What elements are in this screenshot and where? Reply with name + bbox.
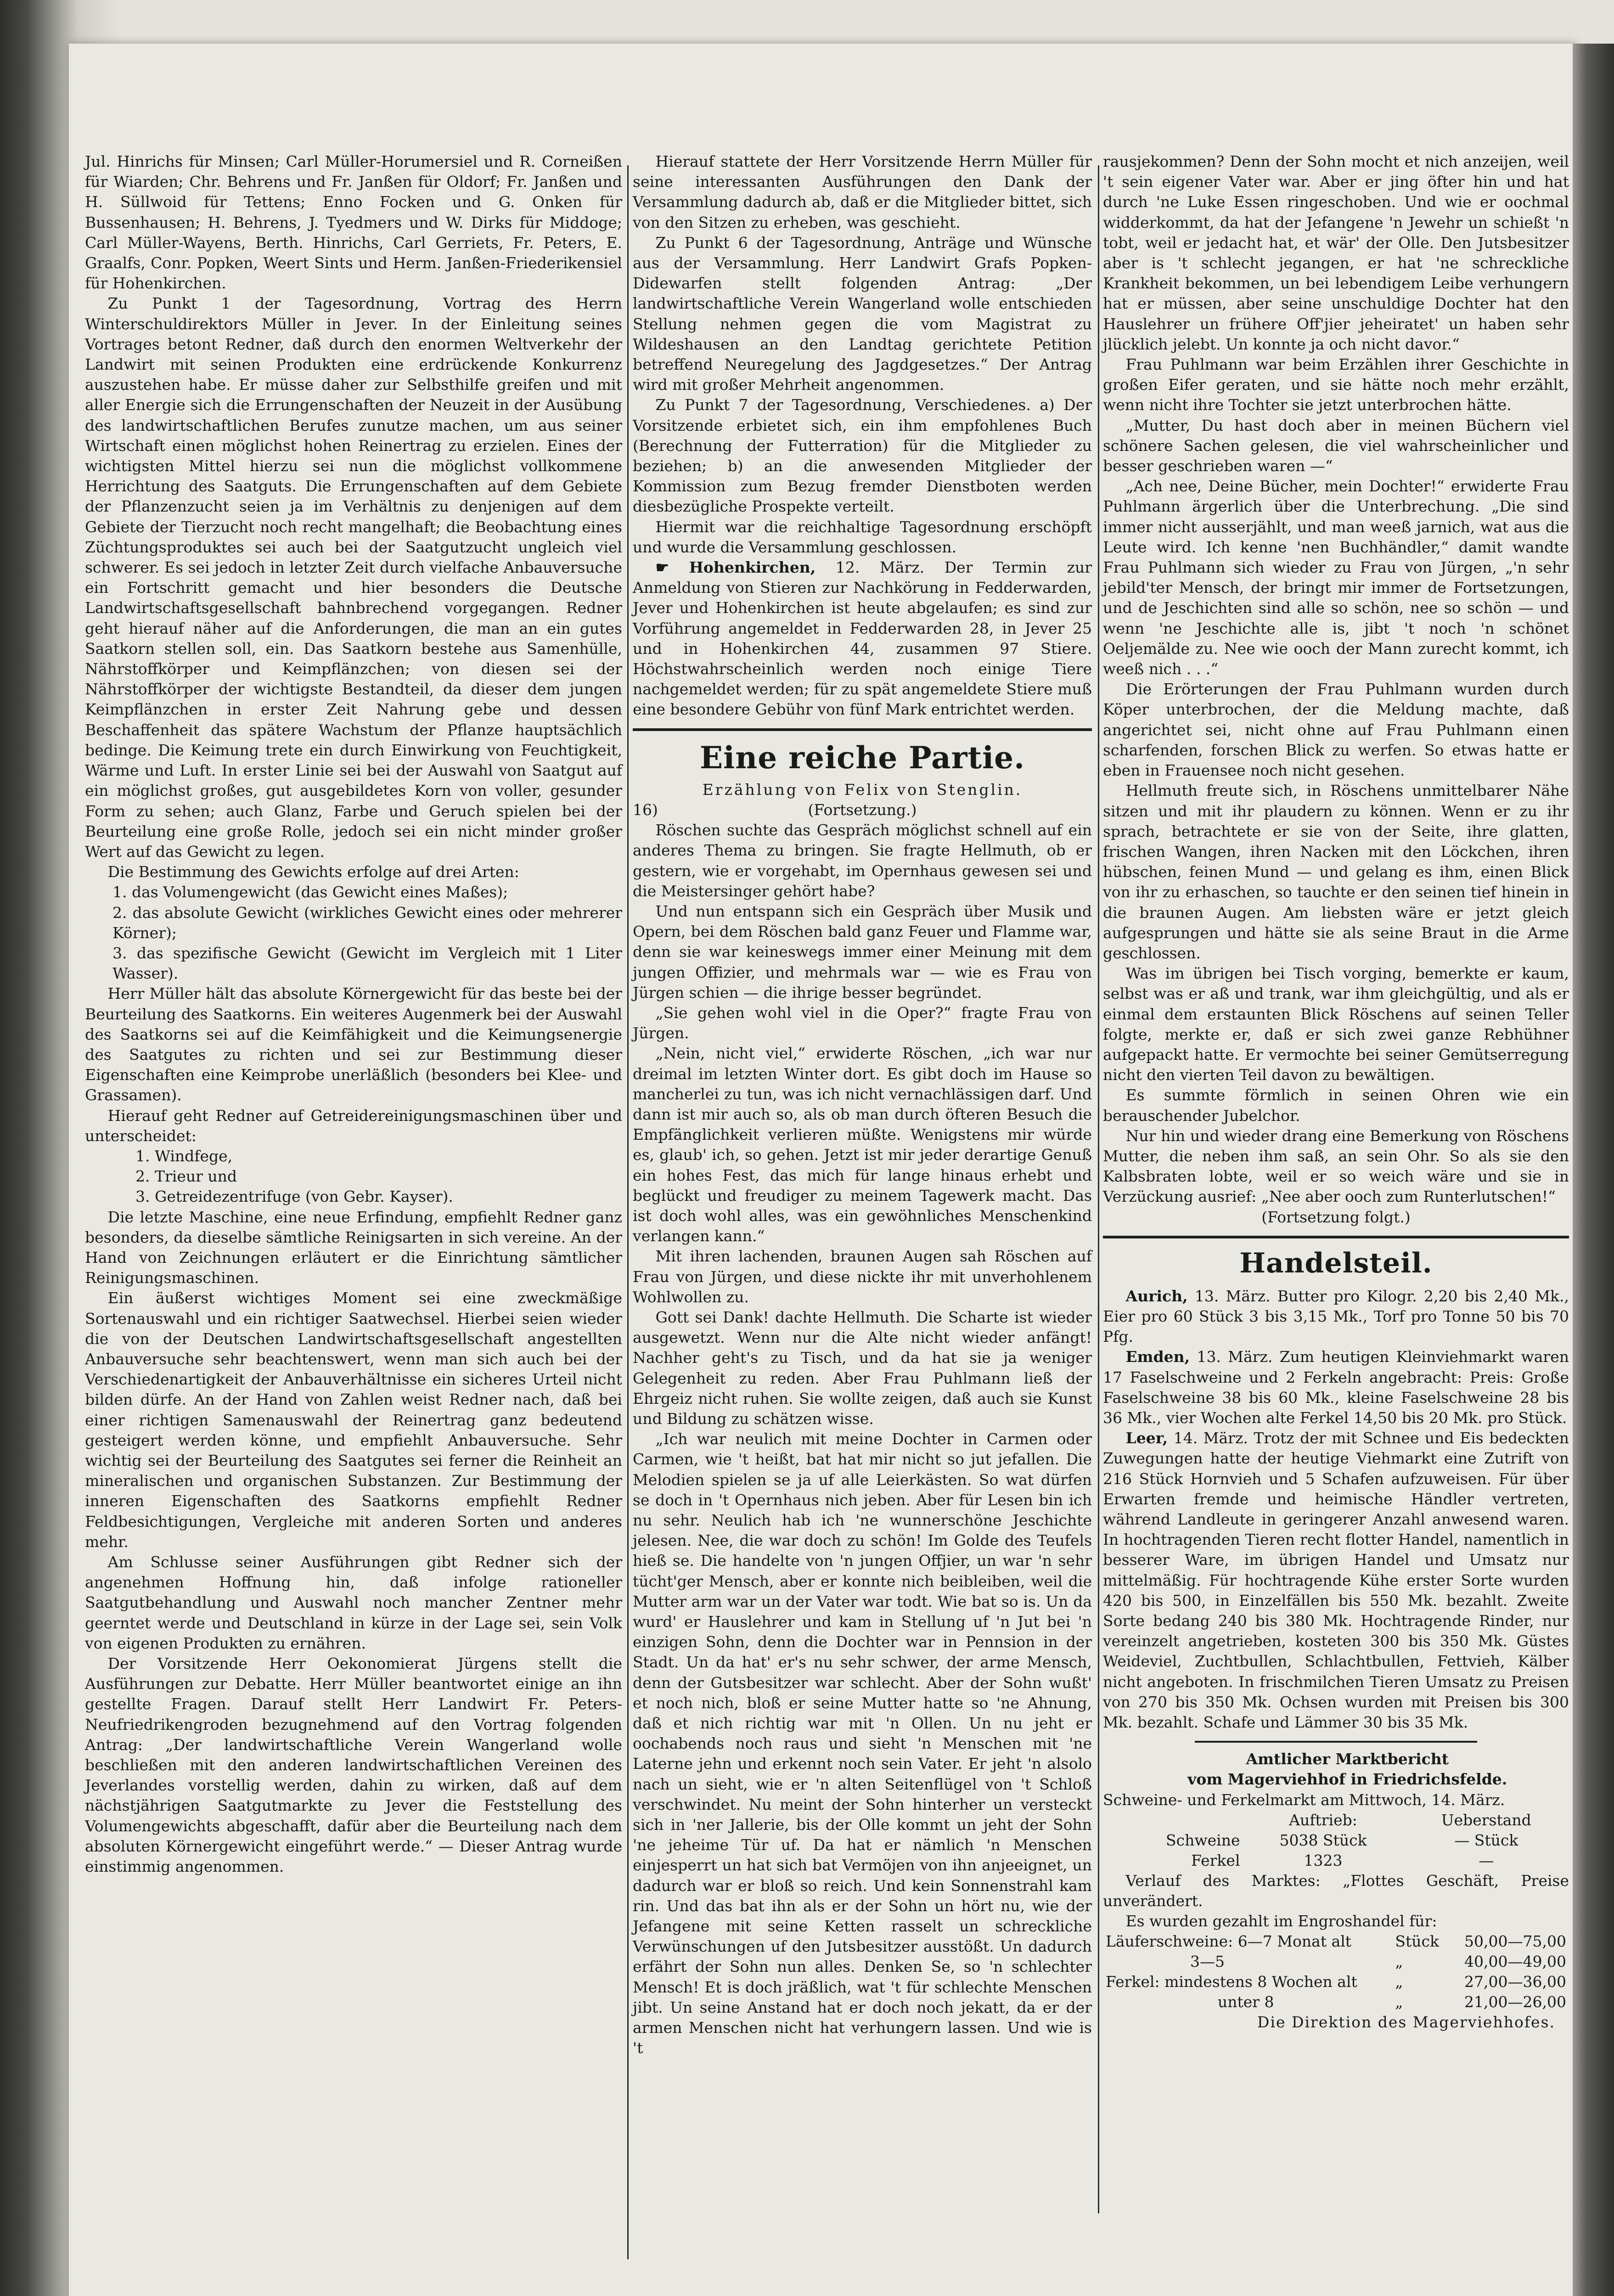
story-title: Eine reiche Partie. [699,739,1025,776]
story-paragraph: Hellmuth freute sich, in Röschens unmittelbarer Nähe sitzen und mit ihr plaudern zu können. Wenn er zu ihr sprach, betrachtete er sie von der Seite, ihre glatten, frischen Wangen, ihren Nacken mit den Löckchen, ihren hübschen, feinen Mund — und gelang es ihm, einen Blick von ihr zu erhaschen, so tauchte er den seinen tief hinein in die braunen Augen. Am liebsten wäre er jetzt gleich aufgesprungen und hätte sie als seine Braut in die Arme geschlossen. [1103,782,1569,962]
market-text: 14. März. Trotz der mit Schnee und Eis bedeckten Zuwegungen hatte der heutige Viehmarkt eine Zutrift von 216 Stück Hornvieh und 5 Schafen aufzuweisen. Für über Erwarten fremde und heimische Händler vertreten, während Landleute in geringerer Anzahl anwesend waren. In hochtragenden Tieren recht flotter Handel, namentlich in besserer Ware, im übrigen Handel und Umsatz nur mittelmäßig. Für hochtragende Kühe erster Sorte wurden 420 bis 500, in Einzelfällen bis 550 Mk. bezahlt. Zweite Sorte bedang 240 bis 380 Mk. Hochtragende Rinder, nur vereinzelt angetrieben, kosteten 300 bis 350 Mk. Güstes Weideviel, Zuchtbullen, Schlachtbullen, Fettvieh, Kälber nicht angeboten. In frischmilchen Tieren Umsatz zu Preisen von 270 bis 350 Mk. Ochsen wurden mit Preisen bis 300 Mk. bezahlt. Schafe und Lämmer 30 bis 35 Mk. [1103,1429,1569,1732]
table-cell: „ [1395,1953,1403,1971]
continuation-note: (Fortsetzung.) [808,800,917,819]
market-item-aurich [1103,1286,1569,1347]
list-item: 2. das absolute Gewicht (wirkliches Gewicht eines oder mehrerer Körner); [112,903,622,942]
paragraph: Herr Müller hält das absolute Körnergewicht für das beste bei der Beurteilung des Saatkorns. Ein weiteres Augenmerk bei der Auswahl des Saatkorns sei auf die Keimfähigkeit und die Keimungsenergie des Saatgutes zu richten und sei zur Bestimmung dieser Eigenschaften eine Keimprobe unerläßlich (besonders bei Klee- und Grassamen). [85,985,622,1104]
section-title-handelsteil: Handelsteil. [1239,1247,1433,1279]
weight-methods-list [85,882,622,984]
table-cell: Ferkel: mindestens 8 Wochen alt [1106,1973,1357,1991]
paragraph: Jul. Hinrichs für Minsen; Carl Müller-Horumersiel und R. Corneißen für Wiarden; Chr. Behrens und Fr. Janßen für Oldorf; Fr. Janßen und H. Süllwoid für Tettens; Enno Focken und G. Onken für Bussenhausen; H. Behrens, J. Tyedmers und W. Dirks für Middoge; Carl Müller-Wayens, Berth. Hinrichs, Carl Gerriets, Fr. Peters, E. Graalfs, Conr. Popken, Weert Sints und Herm. Janßen-Friederikensiel für Hohenkirchen. [85,152,622,293]
story-paragraph: „Ach nee, Deine Bücher, mein Dochter!“ erwiderte Frau Puhlmann ärgerlich über die Unterbrechung. „Die sind immer nicht ausserjählt, und man weeß jarnich, wat aus die Leute wird. Ich kenne 'nen Buchhändler,“ damit wandte Frau Puhlmann sich wieder zu Frau von Jürgen, „'n sehr jebild'ter Mensch, der bringt mir immer de Fortsetzungen, und de Jeschichten sind alle so schön, nee so schön — und wenn 'ne Jeschichte alle is, jibt 't noch 'n schönet Oeljemälde zu. Nee wie ooch der Mann zurecht kommt, ich weeß nich . . .“ [1103,477,1569,678]
table-row [1103,1931,1569,1952]
paragraph: Hierauf geht Redner auf Getreidereinigungsmaschinen über und unterscheidet: [85,1106,622,1145]
table-row [1103,1830,1569,1851]
paragraph: Der Vorsitzende Herr Oekonomierat Jürgens stellt die Ausführungen zur Debatte. Herr Müller beantwortet einige an ihn gestellte Fragen. Darauf stellt Herr Landwirt Fr. Peters-Neufriedrikengroden bezugnehmend auf den Vortrag folgenden Antrag: „Der landwirtschaftliche Verein Wangerland wolle beschließen mit den anderen landwirtschaftlichen Vereinen des Jeverlandes vorstellig werden, dahin zu wirken, daß auf dem nächstjährigen Saatgutmarkte zu Jever die Feststellung des Volumengewichts abgeschafft, dafür aber die Beurteilung nach dem absoluten Körnergewicht eingeführt werde.“ — Dieser Antrag wurde einstimmig angenommen. [85,1654,622,1876]
table-row [1103,1992,1569,2012]
story-header-line [633,800,1092,820]
table-cell: 50,00—75,00 [1464,1932,1566,1951]
report-source: Die Direktion des Magerviehhofes. [1257,2013,1555,2032]
table-cell: 21,00—26,00 [1464,1993,1566,2011]
table-cell: Ferkel [1191,1851,1240,1869]
story-paragraph: „Mutter, Du hast doch aber in meinen Büchern viel schönere Sachen gelesen, die viel wahrscheinlicher und besser geschrieben waren —“ [1103,416,1569,475]
story-paragraph: „Ich war neulich mit meine Dochter in Carmen oder Carmen, wie 't heißt, bat hat mir nicht so jut jefallen. Die Melodien spielen se ja uf alle Leierkästen. So wat dürfen se doch in 't Opernhaus nich jeben. Aber für Lesen bin ich nu sehr. Neulich hab ich 'ne wunnerschöne Jeschichte jelesen. Nee, die war doch zu schön! Im Golde des Teufels hieß se. Die handelte von 'n jungen Offjier, un war 'n sehr tücht'ger Mensch, aber er konnte nich beibleiben, weil die Mutter arm war un der Vater war todt. Wie bat so is. Un da wurd' er Hauslehrer und kam in Stellung uf 'n Jut bei 'n einzigen Sohn, denn die Dochter war in Pennsion in der Stadt. Un da hat' er's nu sehr schwer, der arme Mensch, denn der Gutsbesitzer war schlecht. Aber der Sohn wußt' et noch nich, bloß er seine Mutter hatte so 'ne Ahnung, daß et nich richtig war mit 'n Ollen. Un nu jeht er oochabends noch raus und sieht 'n Menschen mit 'ne Laterne jehn und erkennt noch sein Vater. Er jeht 'n alsolo nach un sieht, wie er 'n alten Seitenflügel von 't Schloß verschwindet. Nu meint der Sohn hinterher un versteckt sich in 'ner Jallerie, bis der Olle kommt un jeht der Sohn 'ne jeheime Tür uf. Da hat er nämlich 'n Menschen einjesperrt un hat sich bat Vermöjen von ihn anjeeignet, un dadurch war er bloß so reich. Und kein Sonnenstrahl kam rin. Und das bat ihn als er der Sohn un hört nu, wie der Jefangene mit seine Ketten rasselt un schreckliche Verwünschungen uf den Jutsbesitzer ausstößt. Un dadurch erfährt der Sohn nun alles. Denken Se, so 'n schlechter Mensch! Et is doch jräßlich, wat 't für schlechte Menschen jibt. Un seine Anstand hat er doch noch jekatt, da er der armen Menschen nicht hat verhungern lassen. Und wie is 't [633,1430,1092,2057]
market-intro: Schweine- und Ferkelmarkt am Mittwoch, 14. März. [1103,1790,1505,1809]
list-item: 2. Trieur und [135,1167,237,1186]
supply-table [1103,1810,1569,1871]
table-cell: unter 8 [1218,1993,1274,2011]
section-divider [633,728,1092,731]
installment-number: 16) [633,800,658,819]
list-item: 1. das Volumengewicht (das Gewicht eines Maßes); [112,883,508,901]
table-row [1103,1972,1569,1992]
column-2 [633,152,1092,2058]
dateline-place: Hohenkirchen, [689,558,816,577]
dateline-place: Aurich, [1125,1287,1188,1305]
story-paragraph: Frau Puhlmann war beim Erzählen ihrer Geschichte in großen Eifer geraten, und sie hätte noch mehr erzählt, wenn nicht ihre Tochter sie jetzt unterbrochen hätte. [1103,355,1569,414]
table-cell: 3—5 [1190,1953,1225,1971]
table-cell: „ [1395,1973,1403,1991]
paragraph: Zu Punkt 6 der Tagesordnung, Anträge und Wünsche aus der Versammlung. Herr Landwirt Grafs Popken-Didewarfen stellt folgenden Antrag: „Der landwirtschaftliche Verein Wangerland wolle entschieden Stellung nehmen gegen die vom Magistrat zu Wildeshausen an den Landtag gerichtete Petition betreffend Neuregelung des Jagdgesetzes.“ Der Antrag wird mit großer Mehrheit angenommen. [633,233,1092,394]
list-item: 1. Windfege, [135,1147,233,1165]
table-cell: — Stück [1454,1831,1518,1849]
column-1 [85,152,622,1877]
table-cell: Schweine [1166,1831,1240,1849]
price-table [1103,1931,1569,2012]
paragraph: Zu Punkt 7 der Tagesordnung, Verschiedenes. a) Der Vorsitzende erbietet sich, ein ihm empfohlenes Buch (Berechnung der Futterration) für die Mitglieder zu beziehen; b) an die anwesenden Mitglieder der Kommission zum Bezug fremder Dienstboten werden diesbezügliche Prospekte verteilt. [633,396,1092,516]
story-byline: Erzählung von Felix von Stenglin. [702,780,1023,799]
price-intro: Es wurden gezahlt im Engroshandel für: [1125,1912,1437,1930]
table-cell: 27,00—36,00 [1464,1973,1566,1991]
story-paragraph: Gott sei Dank! dachte Hellmuth. Die Scharte ist wieder ausgewetzt. Wenn nur die Alte nicht wieder anfängt! Nachher geht's zu Tisch, und da hat sie ja weniger Gelegenheit zu reden. Aber Frau Puhlmann ließ der Ehrgeiz nicht ruhen. Sie wollte zeigen, daß auch sie Kunst und Bildung zu schätzen wisse. [633,1308,1092,1428]
market-item-leer [1103,1428,1569,1733]
table-row [1103,1952,1569,1972]
market-report-subtitle: vom Magerviehhof in Friedrichsfelde. [1187,1770,1507,1789]
story-paragraph: Röschen suchte das Gespräch möglichst schnell auf ein anderes Thema zu bringen. Sie fragte Hellmuth, ob er gestern, wie er vorgehabt, im Opernhaus gewesen sei und die Meistersinger gehört habe? [633,821,1092,900]
table-cell: Auftrieb: [1289,1811,1357,1829]
story-paragraph: Und nun entspann sich ein Gespräch über Musik und Opern, bei dem Röschen bald ganz Feuer und Flamme war, denn sie war keineswegs immer einer Meinung mit dem jungen Offizier, und mehrmals war — wie es Frau von Jürgen schien — die ihrige besser begründet. [633,902,1092,1002]
paragraph: Hiermit war die reichhaltige Tagesordnung erschöpft und wurde die Versammlung geschlossen. [633,518,1092,556]
table-cell: Ueberstand [1441,1811,1531,1829]
paragraph: Die letzte Maschine, eine neue Erfindung, empfiehlt Redner ganz besonders, da dieselbe sämtliche Reinigsarten in sich vereine. An der Hand von Zeichnungen erläutert er die Einrichtung sämtlicher Reinigungsmaschinen. [85,1208,622,1287]
section-divider [1195,1741,1477,1743]
market-report-title: Amtlicher Marktbericht [1246,1750,1449,1768]
pointing-hand-icon: ☛ [655,558,669,577]
list-item: 3. das spezifische Gewicht (Gewicht im Vergleich mit 1 Liter Wasser). [112,944,622,983]
story-paragraph: Die Erörterungen der Frau Puhlmann wurden durch Köper unterbrochen, der die Meldung machte, daß angerichtet sei, nicht ohne auf Frau Puhlmann einen scharfenden, forschen Blick zu werfen. So etwas hatte er eben in Frauensee noch nicht gesehen. [1103,680,1569,780]
paragraph: Die Bestimmung des Gewichts erfolge auf drei Arten: [107,863,519,881]
dateline-place: Emden, [1125,1348,1190,1366]
story-paragraph: Nur hin und wieder drang eine Bemerkung von Röschens Mutter, die neben ihm saß, an sein Ohr. So als sie den Kalbsbraten lobte, weil er so weich wäre und sie in Verzückung ausrief: „Nee aber ooch zum Runterlutschen!“ [1103,1126,1569,1206]
market-verlauf: Verlauf des Marktes: „Flottes Geschäft, Preise unverändert. [1103,1871,1569,1910]
table-row [1103,1851,1569,1871]
market-text: 13. März. Butter pro Kilogr. 2,20 bis 2,40 Mk., Eier pro 60 Stück 3 bis 3,15 Mk., Torf pro Tonne 50 bis 70 Pfg. [1103,1287,1569,1346]
paragraph: Am Schlusse seiner Ausführungen gibt Redner sich der angenehmen Hoffnung hin, daß infolge rationeller Saatgutbehandlung und Auswahl noch mancher Zentner mehr geerntet werde und Deutschland in kürze in der Lage sei, sein Volk von eigenen Produkten zu ernähren. [85,1553,622,1652]
story-end-note: (Fortsetzung folgt.) [1261,1208,1411,1226]
paragraph: Zu Punkt 1 der Tagesordnung, Vortrag des Herrn Winterschuldirektors Müller in Jever. In der Einleitung seines Vortrages betont Redner, daß durch den enormen Weltverkehr der Landwirt mit seinen Produkten eine erdrückende Konkurrenz auszustehen habe. Er müsse daher zur Selbsthilfe greifen und mit aller Energie sich die Errungenschaften der Neuzeit in der Ausübung des landwirtschaftlichen Berufes zunutze machen, um aus seiner Wirtschaft einen möglichst hohen Reinertrag zu erzielen. Eines der wichtigsten Mittel hierzu sei nun die möglichst vollkommene Herrichtung des Saatguts. Die Errungenschaften auf dem Gebiete der Pflanzenzucht seien ja im Verhältnis zu denjenigen auf dem Gebiete der Tierzucht noch recht mangelhaft; die Beobachtung eines Züchtungsproduktes sei auch bei der Saatgutzucht ungleich viel schwerer. Es sei jedoch in letzter Zeit durch vielfache Anbauversuche ein Fortschritt gemacht und hier besonders die Deutsche Landwirtschaftsgesellschaft bahnbrechend vorgegangen. Redner geht hierauf näher auf die Anforderungen, die man an ein gutes Saatkorn stellen soll, ein. Das Saatkorn bestehe aus Samenhülle, Nährstoffkörper und Keimpflänzchen; von diesen sei der Nährstoffkörper der wichtigste Bestandteil, da dieser dem jungen Keimpflänzchen in erster Zeit Nahrung gebe und dessen Beschaffenheit das spätere Wachstum der Pflanze hauptsächlich bedinge. Die Keimung trete ein durch Einwirkung von Feuchtigkeit, Wärme und Luft. In erster Linie sei bei der Auswahl von Saatgut auf ein möglichst großes, gut ausgebildetes Korn von voller, gesunder Form zu sehen; auch Glanz, Farbe und Geruch spielen bei der Beurteilung eine große Rolle, jedoch sei ein nicht minder großer Wert auf das Gewicht zu legen. [85,294,622,861]
table-cell: 40,00—49,00 [1464,1953,1566,1971]
story-paragraph: Es summte förmlich in seinen Ohren wie ein berauschender Jubelchor. [1103,1086,1569,1125]
table-cell [1103,1810,1243,1830]
news-item-hohenkirchen [633,557,1092,720]
column-3 [1103,152,1569,2033]
section-divider [1103,1236,1569,1238]
column-divider [627,165,629,2259]
table-header-row [1103,1810,1569,1830]
table-cell: 5038 Stück [1279,1831,1367,1849]
table-cell: „ [1395,1993,1403,2011]
story-paragraph: Mit ihren lachenden, braunen Augen sah Röschen auf Frau von Jürgen, und diese nickte ihr mit unverhohlenem Wohlwollen zu. [633,1247,1092,1306]
story-paragraph: rausjekommen? Denn der Sohn mocht et nich anzeijen, weil 't sein eigener Vater war. Aber er jing öfter hin und hat durch 'ne Luke Essen ringeschoben. Und wie er oochmal widderkommt, da hat der Jefangene 'n Jewehr un schießt 'n tobt, weil er jedacht hat, et wär' der Olle. Den Jutsbesitzer aber is 't schlecht jegangen, er hat 'ne schreckliche Krankheit bekommen, un bei lebendigem Leibe verhungern hat er müssen, aber seine unschuldige Dochter hat den Hauslehrer un frühere Off'jier jeheiratet' un haben sehr jlücklich jelebt. Un konnte ja och nicht davor.“ [1103,152,1569,353]
market-text: 13. März. Zum heutigen Kleinviehmarkt waren 17 Faselschweine und 2 Ferkeln angebracht: Preis: Große Faselschweine 38 bis 60 Mk., kleine Faselschweine 28 bis 36 Mk., vier Wochen alte Ferkel 14,50 bis 20 Mk. pro Stück. [1103,1348,1569,1427]
table-cell: 1323 [1304,1851,1343,1869]
story-paragraph: „Sie gehen wohl viel in die Oper?“ fragte Frau von Jürgen. [633,1003,1092,1042]
paragraph: Ein äußerst wichtiges Moment sei eine zweckmäßige Sortenauswahl und ein richtiger Saatwechsel. Hierbei seien wieder die von der Deutschen Landwirtschaftsgesellschaft angestellten Anbauversuche sehr beachtenswert, wenn man sich auch bei der Verschiedenartigkeit der Anbauverhältnisse ein sicheres Urteil nicht bilden dürfe. An der Hand von Zahlen weist Redner nach, daß bei einer richtigen Samenauswahl der Reinertrag ganz bedeutend gesteigert werden könne, und empfiehlt Anbauversuche. Sehr wichtig sei der Beurteilung des Saatgutes sei ferner die Reinheit an mineralischen und organischen Substanzen. Zur Bestimmung der inneren Eigenschaften des Saatkorns empfiehlt Redner Feldbesichtigungen, Vergleiche mit anderen Sorten und anderes mehr. [85,1289,622,1551]
column-divider [1098,165,1099,2213]
story-paragraph: „Nein, nicht viel,“ erwiderte Röschen, „ich war nur dreimal im letzten Winter dort. Es gibt doch im Hause so mancherlei zu tun, was ich nicht vernachlässigen darf. Und dann ist mir auch so, als ob man durch öfteren Besuch die Empfänglichkeit verlieren müßte. Wenigstens mir würde es, glaub' ich, so gehen. Jetzt ist mir jeder derartige Genuß ein hohes Fest, das mich für lange hinaus erhebt und beglückt und freudiger zu meinem Tagewerk macht. Das ist doch wohl alles, was ein gewöhnliches Menschenkind verlangen kann.“ [633,1044,1092,1245]
page-edge-shadow [1573,44,1614,2296]
story-paragraph: Was im übrigen bei Tisch vorging, bemerkte er kaum, selbst was er aß und trank, war ihm gleichgültig, und als er einmal dem erstaunten Blick Röschens auf seinen Teller folgte, merkte er, daß er sich zwei ganze Rebhühner aufgepackt hatte. Er vermochte bei seiner Gemütserregung nicht den vierten Teil davon zu bewältigen. [1103,964,1569,1084]
table-cell: — [1479,1851,1494,1869]
news-text: 12. März. Der Termin zur Anmeldung von Stieren zur Nachkörung in Fedderwarden, Jever und Hohenkirchen ist heute abgelaufen; es sind zur Vorführung angemeldet in Fedderwarden 28, in Jever 25 und in Hohenkirchen 44, zusammen 97 Stiere. Höchstwahrscheinlich werden noch einige Tiere nachgemeldet werden; für zu spät angemeldete Stiere muß eine besondere Gebühr von fünf Mark entrichtet werden. [633,558,1092,719]
table-cell: Läuferschweine: 6—7 Monat alt [1106,1932,1352,1951]
list-item: 3. Getreidezentrifuge (von Gebr. Kayser). [135,1187,453,1206]
dateline-place: Leer, [1125,1429,1168,1447]
table-cell: Stück [1395,1932,1439,1951]
paragraph: Hierauf stattete der Herr Vorsitzende Herrn Müller für seine interessanten Ausführungen den Dank der Versammlung dadurch ab, daß er die Mitglieder bittet, sich von den Sitzen zu erheben, was geschieht. [633,152,1092,231]
machines-list [85,1146,622,1207]
market-item-emden [1103,1347,1569,1428]
